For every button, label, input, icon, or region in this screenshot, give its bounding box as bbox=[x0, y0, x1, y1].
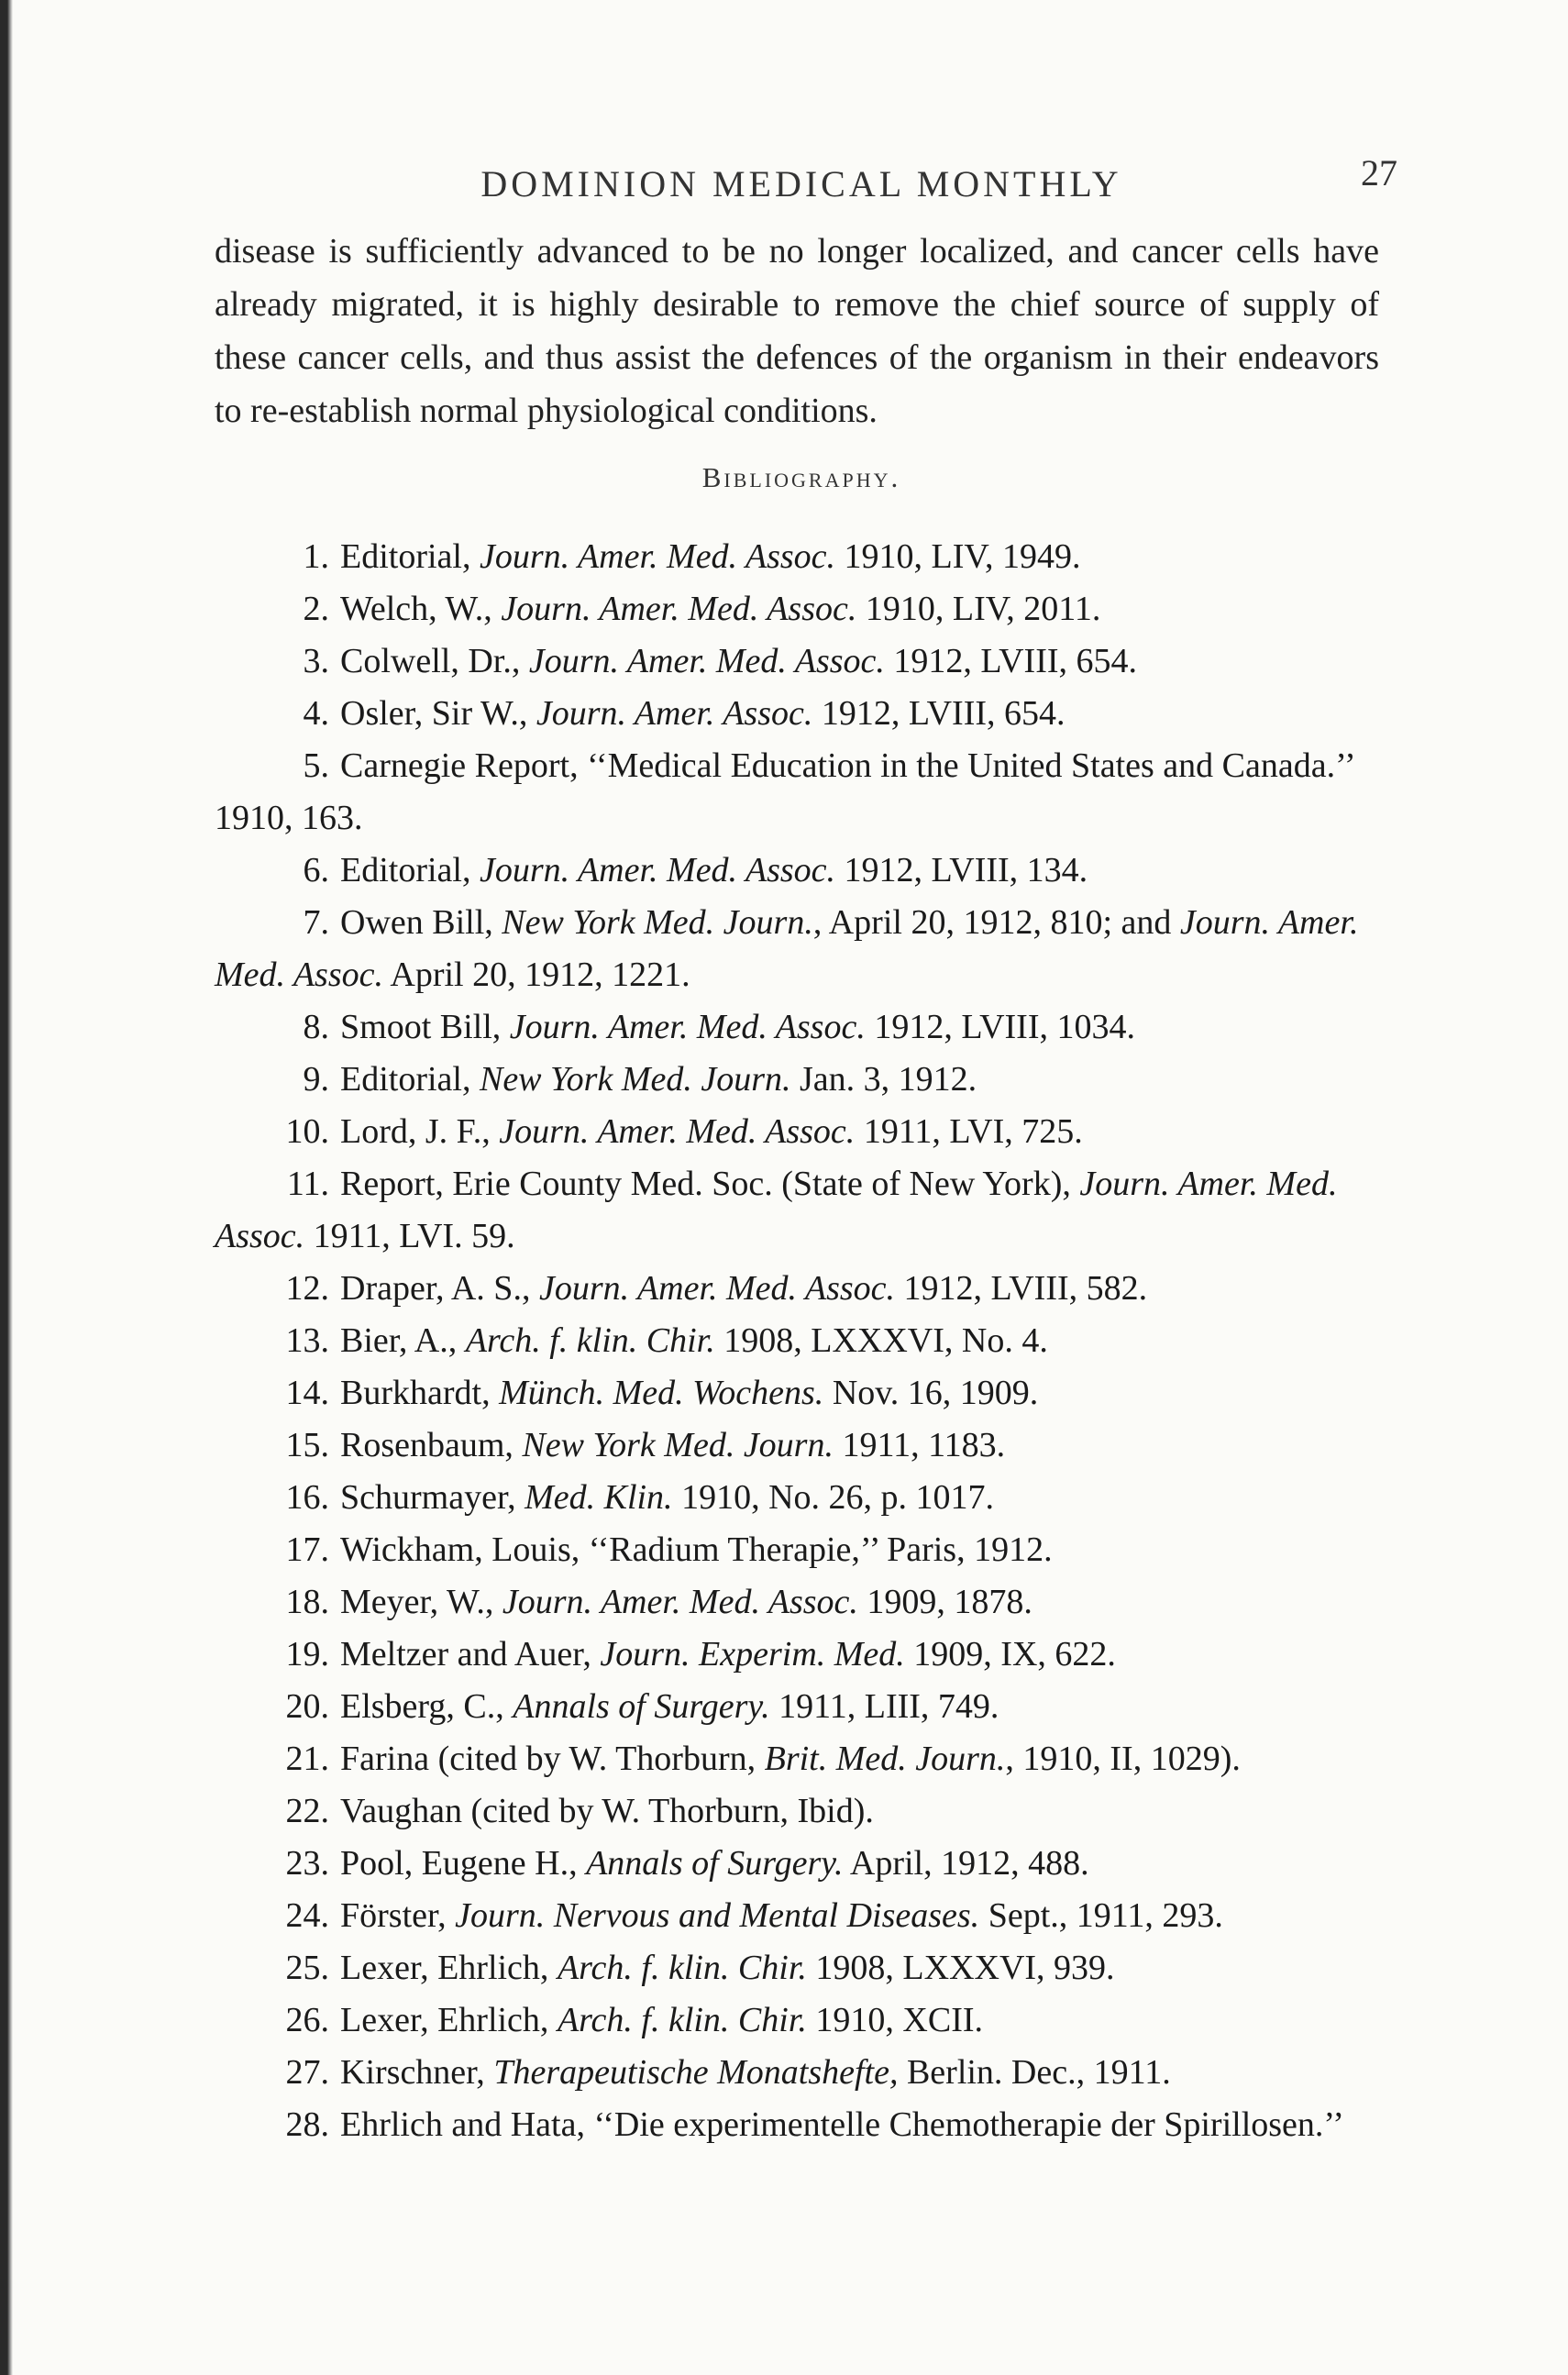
citation-text: Osler, Sir W., bbox=[340, 694, 536, 733]
bibliography-entry-number: 5. bbox=[303, 746, 329, 785]
citation-text: Förster, bbox=[340, 1896, 456, 1935]
citation-text: Lexer, Ehrlich, bbox=[340, 1949, 558, 1987]
citation-journal-title: Journ. Amer. Med. Assoc. bbox=[502, 1583, 858, 1621]
citation-text: 1911, LVI. 59. bbox=[304, 1217, 515, 1255]
citation-text: Vaughan (cited by W. Thorburn, Ibid). bbox=[340, 1792, 874, 1830]
bibliography-entry bbox=[215, 897, 1379, 1001]
document-page bbox=[215, 142, 1397, 2151]
citation-journal-title: Arch. f. klin. Chir. bbox=[557, 2001, 807, 2039]
citation-text: Farina (cited by W. Thorburn, bbox=[340, 1740, 765, 1778]
bibliography-entry bbox=[215, 1785, 1379, 1838]
citation-text: , 1910, II, 1029). bbox=[1005, 1740, 1241, 1778]
bibliography-entry-number: 7. bbox=[303, 903, 329, 942]
bibliography-entry bbox=[215, 2047, 1379, 2099]
citation-journal-title: Arch. f. klin. Chir. bbox=[557, 1949, 807, 1987]
bibliography-heading: Bibliography. bbox=[701, 461, 901, 493]
bibliography-entry bbox=[215, 1472, 1379, 1524]
citation-text: Pool, Eugene H., bbox=[340, 1844, 587, 1883]
citation-journal-title: Med. Klin. bbox=[525, 1478, 673, 1517]
running-head: DOMINION MEDICAL MONTHLY bbox=[480, 163, 1122, 204]
bibliography-entry bbox=[215, 688, 1379, 740]
citation-text: Schurmayer, bbox=[340, 1478, 525, 1517]
citation-journal-title: Journ. Amer. Med. Assoc. bbox=[215, 903, 1359, 994]
citation-text: 1910, LIV, 1949. bbox=[835, 537, 1081, 576]
citation-text: Smoot Bill, bbox=[340, 1008, 510, 1046]
bibliography-entry bbox=[215, 1367, 1379, 1419]
citation-journal-title: Journ. Amer. Med. Assoc. bbox=[501, 590, 857, 628]
citation-text: Meltzer and Auer, bbox=[340, 1635, 601, 1674]
bibliography-entry-number: 22. bbox=[285, 1792, 329, 1830]
citation-text: Ehrlich and Hata, ‘‘Die experimentelle Chemotherapie der Spirillosen.’’ bbox=[340, 2105, 1344, 2144]
bibliography-entry bbox=[215, 531, 1379, 583]
page-header bbox=[215, 142, 1397, 225]
citation-text: Report, Erie County Med. Soc. (State of New York), bbox=[340, 1165, 1080, 1203]
bibliography-entry-number: 23. bbox=[285, 1844, 329, 1883]
bibliography-entry bbox=[215, 1158, 1379, 1263]
bibliography-entry bbox=[215, 1001, 1379, 1054]
citation-journal-title: Journ. Experim. Med. bbox=[600, 1635, 905, 1674]
bibliography-entry-number: 20. bbox=[285, 1687, 329, 1726]
bibliography-entry bbox=[215, 1106, 1379, 1158]
citation-text: , April 20, 1912, 810; and bbox=[812, 903, 1180, 942]
bibliography-entry bbox=[215, 635, 1379, 688]
bibliography-list bbox=[215, 531, 1388, 2151]
citation-text: 1910, XCII. bbox=[806, 2001, 984, 2039]
citation-text: Colwell, Dr., bbox=[340, 642, 529, 680]
citation-text: 1910, LIV, 2011. bbox=[856, 590, 1101, 628]
intro-paragraph: disease is sufficiently advanced to be no longer localized, and cancer cells have already migrated, it is highly desirable to remove the chief source of supply of these cancer cells, and thus assist the defences of the organism in their endeavors to re-establish normal physiological conditions. bbox=[215, 232, 1379, 430]
bibliography-entry-number: 24. bbox=[285, 1896, 329, 1935]
citation-text: Elsberg, C., bbox=[340, 1687, 513, 1726]
citation-text: 1911, 1183. bbox=[833, 1426, 1006, 1464]
citation-journal-title: Journ. Amer. Med. Assoc. bbox=[509, 1008, 866, 1046]
page-binding-edge bbox=[0, 0, 13, 2375]
citation-text: 1912, LVIII, 134. bbox=[835, 851, 1088, 889]
bibliography-entry-number: 19. bbox=[285, 1635, 329, 1674]
citation-journal-title: Annals of Surgery. bbox=[586, 1844, 844, 1883]
bibliography-entry-number: 2. bbox=[303, 590, 329, 628]
citation-journal-title: Journ. Amer. Assoc. bbox=[536, 694, 813, 733]
bibliography-entry bbox=[215, 1942, 1379, 1994]
citation-text: Nov. 16, 1909. bbox=[823, 1374, 1039, 1412]
citation-text: Carnegie Report, ‘‘Medical Education in the United States and Canada.’’ 1910, 163. bbox=[215, 746, 1353, 837]
bibliography-entry-number: 3. bbox=[303, 642, 329, 680]
citation-text: Kirschner, bbox=[340, 2053, 494, 2092]
bibliography-entry-number: 13. bbox=[285, 1321, 329, 1360]
citation-journal-title: Journ. Amer. Med. Assoc. bbox=[479, 851, 836, 889]
bibliography-entry-number: 28. bbox=[285, 2105, 329, 2144]
bibliography-entry-number: 8. bbox=[303, 1008, 329, 1046]
citation-text: 1912, LVIII, 1034. bbox=[865, 1008, 1135, 1046]
bibliography-entry-number: 16. bbox=[285, 1478, 329, 1517]
citation-journal-title: Journ. Amer. Med. Assoc. bbox=[528, 642, 885, 680]
citation-text: Owen Bill, bbox=[340, 903, 502, 942]
citation-text: April, 1912, 488. bbox=[843, 1844, 1089, 1883]
citation-text: 1912, LVIII, 582. bbox=[895, 1269, 1148, 1308]
citation-journal-title: New York Med. Journ. bbox=[479, 1060, 791, 1099]
bibliography-entry-number: 1. bbox=[303, 537, 329, 576]
citation-text: 1909, IX, 622. bbox=[904, 1635, 1116, 1674]
citation-text: Burkhardt, bbox=[340, 1374, 500, 1412]
bibliography-entry bbox=[215, 1629, 1379, 1681]
citation-text: Editorial, bbox=[340, 537, 480, 576]
citation-text: April 20, 1912, 1221. bbox=[383, 956, 690, 994]
bibliography-entry bbox=[215, 1419, 1379, 1472]
citation-text: 1908, LXXXVI, No. 4. bbox=[714, 1321, 1048, 1360]
bibliography-entry bbox=[215, 1681, 1379, 1733]
bibliography-entry-number: 14. bbox=[285, 1374, 329, 1412]
bibliography-entry-number: 18. bbox=[285, 1583, 329, 1621]
citation-journal-title: Journ. Nervous and Mental Diseases. bbox=[455, 1896, 980, 1935]
citation-text: Editorial, bbox=[340, 1060, 480, 1099]
citation-journal-title: Journ. Amer. Med. Assoc. bbox=[215, 1165, 1338, 1255]
bibliography-entry-number: 21. bbox=[285, 1740, 329, 1778]
citation-text: 1912, LVIII, 654. bbox=[812, 694, 1066, 733]
bibliography-entry-number: 17. bbox=[285, 1530, 329, 1569]
citation-text: Welch, W., bbox=[340, 590, 502, 628]
bibliography-entry bbox=[215, 583, 1379, 635]
citation-journal-title: Münch. Med. Wochens. bbox=[499, 1374, 824, 1412]
citation-text: Sept., 1911, 293. bbox=[979, 1896, 1223, 1935]
bibliography-entry-number: 9. bbox=[303, 1060, 329, 1099]
citation-journal-title: New York Med. Journ. bbox=[502, 903, 813, 942]
citation-text: 1908, LXXXVI, 939. bbox=[806, 1949, 1115, 1987]
citation-journal-title: Brit. Med. Journ. bbox=[764, 1740, 1006, 1778]
citation-journal-title: Therapeutische Monatshefte, bbox=[493, 2053, 899, 2092]
citation-text: Draper, A. S., bbox=[340, 1269, 539, 1308]
citation-journal-title: New York Med. Journ. bbox=[522, 1426, 834, 1464]
citation-text: Rosenbaum, bbox=[340, 1426, 523, 1464]
citation-journal-title: Journ. Amer. Med. Assoc. bbox=[479, 537, 836, 576]
bibliography-entry bbox=[215, 1733, 1379, 1785]
citation-text: 1910, No. 26, p. 1017. bbox=[672, 1478, 995, 1517]
bibliography-entry-number: 25. bbox=[285, 1949, 329, 1987]
bibliography-entry bbox=[215, 2099, 1379, 2151]
bibliography-entry-number: 11. bbox=[286, 1165, 329, 1203]
page-number: 27 bbox=[1361, 152, 1397, 193]
bibliography-entry-number: 26. bbox=[285, 2001, 329, 2039]
bibliography-entry-number: 15. bbox=[285, 1426, 329, 1464]
bibliography-entry bbox=[215, 1576, 1379, 1629]
citation-text: Meyer, W., bbox=[340, 1583, 502, 1621]
citation-text: 1911, LIII, 749. bbox=[769, 1687, 999, 1726]
citation-journal-title: Arch. f. klin. Chir. bbox=[465, 1321, 715, 1360]
citation-text: Editorial, bbox=[340, 851, 480, 889]
citation-text: Bier, A., bbox=[340, 1321, 466, 1360]
bibliography-entry bbox=[215, 1838, 1379, 1890]
citation-text: Lord, J. F., bbox=[340, 1112, 500, 1151]
citation-text: 1909, 1878. bbox=[857, 1583, 1032, 1621]
bibliography-entry bbox=[215, 1994, 1379, 2047]
bibliography-entry bbox=[215, 1315, 1379, 1367]
citation-journal-title: Annals of Surgery. bbox=[513, 1687, 770, 1726]
bibliography-entry-number: 27. bbox=[285, 2053, 329, 2092]
bibliography-entry bbox=[215, 1524, 1379, 1576]
bibliography-entry bbox=[215, 1890, 1379, 1942]
bibliography-entry-number: 6. bbox=[303, 851, 329, 889]
bibliography-entry bbox=[215, 1263, 1379, 1315]
citation-text: Jan. 3, 1912. bbox=[790, 1060, 977, 1099]
bibliography-entry-number: 10. bbox=[285, 1112, 329, 1151]
bibliography-entry bbox=[215, 1054, 1379, 1106]
bibliography-entry bbox=[215, 845, 1379, 897]
citation-text: Lexer, Ehrlich, bbox=[340, 2001, 558, 2039]
citation-text: Wickham, Louis, ‘‘Radium Therapie,’’ Paris, 1912. bbox=[340, 1530, 1053, 1569]
bibliography-entry-number: 4. bbox=[303, 694, 329, 733]
citation-journal-title: Journ. Amer. Med. Assoc. bbox=[499, 1112, 856, 1151]
citation-text: 1911, LVI, 725. bbox=[855, 1112, 1083, 1151]
citation-text: 1912, LVIII, 654. bbox=[884, 642, 1138, 680]
citation-text: Berlin. Dec., 1911. bbox=[898, 2053, 1171, 2092]
citation-journal-title: Journ. Amer. Med. Assoc. bbox=[538, 1269, 896, 1308]
bibliography-entry bbox=[215, 740, 1379, 845]
bibliography-entry-number: 12. bbox=[285, 1269, 329, 1308]
